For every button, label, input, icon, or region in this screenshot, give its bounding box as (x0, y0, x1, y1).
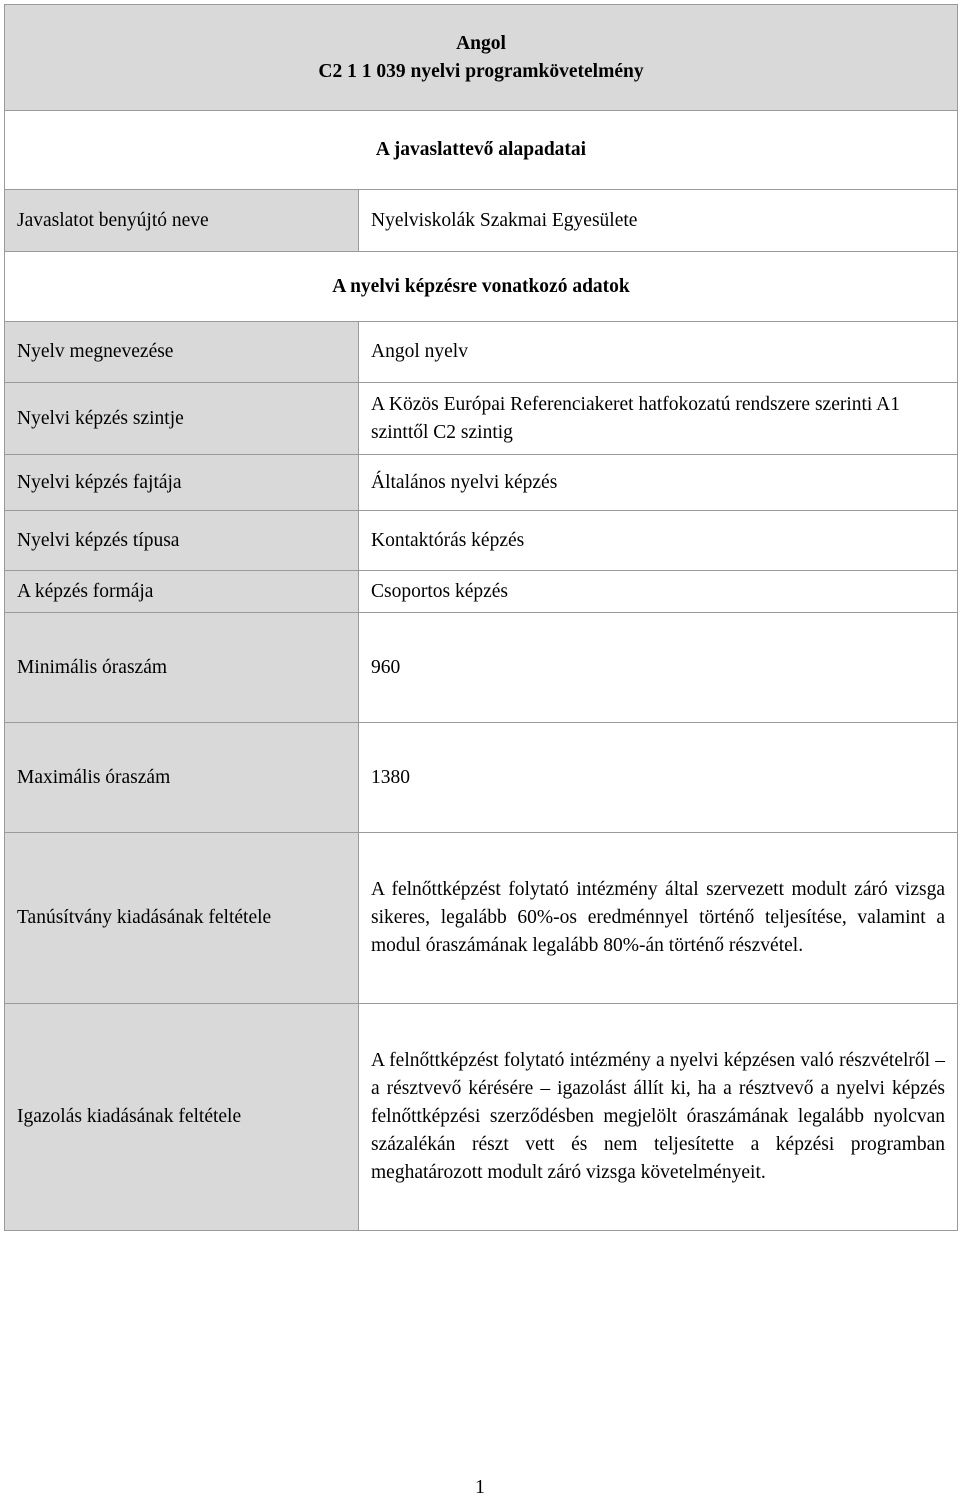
title-line-2: C2 1 1 039 nyelvi programkövetelmény (318, 60, 644, 82)
max-hours-value: 1380 (359, 723, 958, 833)
training-form-value: Csoportos képzés (359, 571, 958, 613)
certificate-condition-label: Tanúsítvány kiadásának feltétele (5, 833, 359, 1004)
page-number: 1 (475, 1476, 485, 1498)
certificate-condition-value: A felnőttképzést folytató intézmény által szervezett modult záró vizsga sikeres, legalább 60%-os eredménnyel történő teljesítése, valamint a modul óraszámának legalább 80%-án történő részvétel. (359, 833, 958, 1004)
attestation-condition-label: Igazolás kiadásának feltétele (5, 1004, 359, 1231)
proposer-section-heading: A javaslattevő alapadatai (5, 111, 958, 190)
language-name-value: Angol nyelv (359, 322, 958, 383)
training-kind-value: Általános nyelvi képzés (359, 455, 958, 511)
training-kind-label: Nyelvi képzés fajtája (5, 455, 359, 511)
requirements-table (4, 4, 958, 1231)
training-type-value: Kontaktórás képzés (359, 511, 958, 571)
training-level-value: A Közös Európai Referenciakeret hatfokozatú rendszere szerinti A1 szinttől C2 szintig (359, 383, 958, 455)
proposer-name-label: Javaslatot benyújtó neve (5, 190, 359, 252)
min-hours-value: 960 (359, 613, 958, 723)
title-line-1: Angol (456, 32, 506, 54)
attestation-condition-value: A felnőttképzést folytató intézmény a nyelvi képzésen való részvételről – a résztvevő kérésére – igazolást állít ki, ha a résztvevő a nyelvi képzés felnőttképzési szerződésben megjelölt óraszámának legalább nyolcvan százalékán részt vett és nem teljesítette a képzési programban meghatározott modult záró vizsga követelményeit. (359, 1004, 958, 1231)
training-level-label: Nyelvi képzés szintje (5, 383, 359, 455)
min-hours-label: Minimális óraszám (5, 613, 359, 723)
training-form-label: A képzés formája (5, 571, 359, 613)
language-name-label: Nyelv megnevezése (5, 322, 359, 383)
training-type-label: Nyelvi képzés típusa (5, 511, 359, 571)
max-hours-label: Maximális óraszám (5, 723, 359, 833)
proposer-name-value: Nyelviskolák Szakmai Egyesülete (359, 190, 958, 252)
document-title (5, 5, 958, 111)
training-section-heading: A nyelvi képzésre vonatkozó adatok (5, 252, 958, 322)
